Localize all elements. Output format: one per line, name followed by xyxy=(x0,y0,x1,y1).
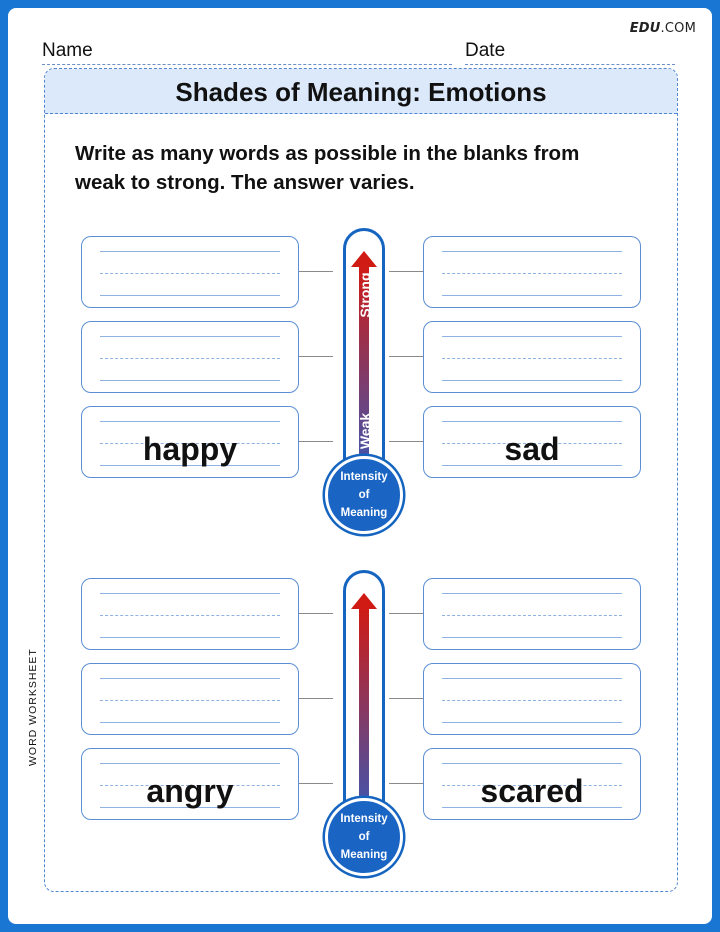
connector xyxy=(299,271,333,272)
word-happy: happy xyxy=(142,431,238,467)
connector xyxy=(299,356,333,357)
strong-label: Strong xyxy=(357,272,373,318)
name-label: Name xyxy=(42,40,93,61)
answer-box-left-4[interactable] xyxy=(81,578,299,650)
date-field[interactable] xyxy=(465,40,675,62)
connector xyxy=(389,783,423,784)
answer-box-left-5[interactable] xyxy=(81,663,299,735)
worksheet-page xyxy=(8,8,712,924)
worksheet-title: Shades of Meaning: Emotions xyxy=(175,77,547,107)
intensity-meter-bulb: Intensity of Meaning xyxy=(325,456,403,534)
connector xyxy=(299,613,333,614)
name-field[interactable] xyxy=(42,40,452,62)
connector xyxy=(299,783,333,784)
answer-box-left-2[interactable] xyxy=(81,321,299,393)
instructions: Write as many words as possible in the blanks from weak to strong. The answer varies. xyxy=(75,142,580,194)
answer-box-right-1[interactable] xyxy=(423,236,641,308)
answer-box-right-6[interactable] xyxy=(423,748,641,820)
worksheet-panel xyxy=(44,68,678,892)
brand-logo: EDU.COM xyxy=(629,21,696,36)
answer-box-left-6[interactable] xyxy=(81,748,299,820)
answer-box-left-3[interactable] xyxy=(81,406,299,478)
title-bar xyxy=(45,69,677,114)
connector xyxy=(389,441,423,442)
answer-box-right-4[interactable] xyxy=(423,578,641,650)
answer-box-left-1[interactable] xyxy=(81,236,299,308)
connector xyxy=(389,356,423,357)
connector xyxy=(389,271,423,272)
connector xyxy=(389,613,423,614)
date-line xyxy=(465,64,675,65)
word-sad: sad xyxy=(504,431,560,467)
arrow-up-icon xyxy=(351,593,377,609)
connector xyxy=(389,698,423,699)
answer-box-right-5[interactable] xyxy=(423,663,641,735)
date-label: Date xyxy=(465,40,506,61)
word-scared: scared xyxy=(480,773,584,809)
intensity-meter-bulb: Intensity of Meaning xyxy=(325,798,403,876)
name-line xyxy=(42,64,452,65)
weak-label: Weak xyxy=(357,412,373,450)
side-label: WORD WORKSHEET xyxy=(27,648,39,766)
arrow-up-icon xyxy=(351,251,377,267)
connector xyxy=(299,441,333,442)
connector xyxy=(299,698,333,699)
answer-box-right-2[interactable] xyxy=(423,321,641,393)
intensity-arrow-shaft xyxy=(359,608,369,818)
word-angry: angry xyxy=(146,773,234,809)
answer-box-right-3[interactable] xyxy=(423,406,641,478)
